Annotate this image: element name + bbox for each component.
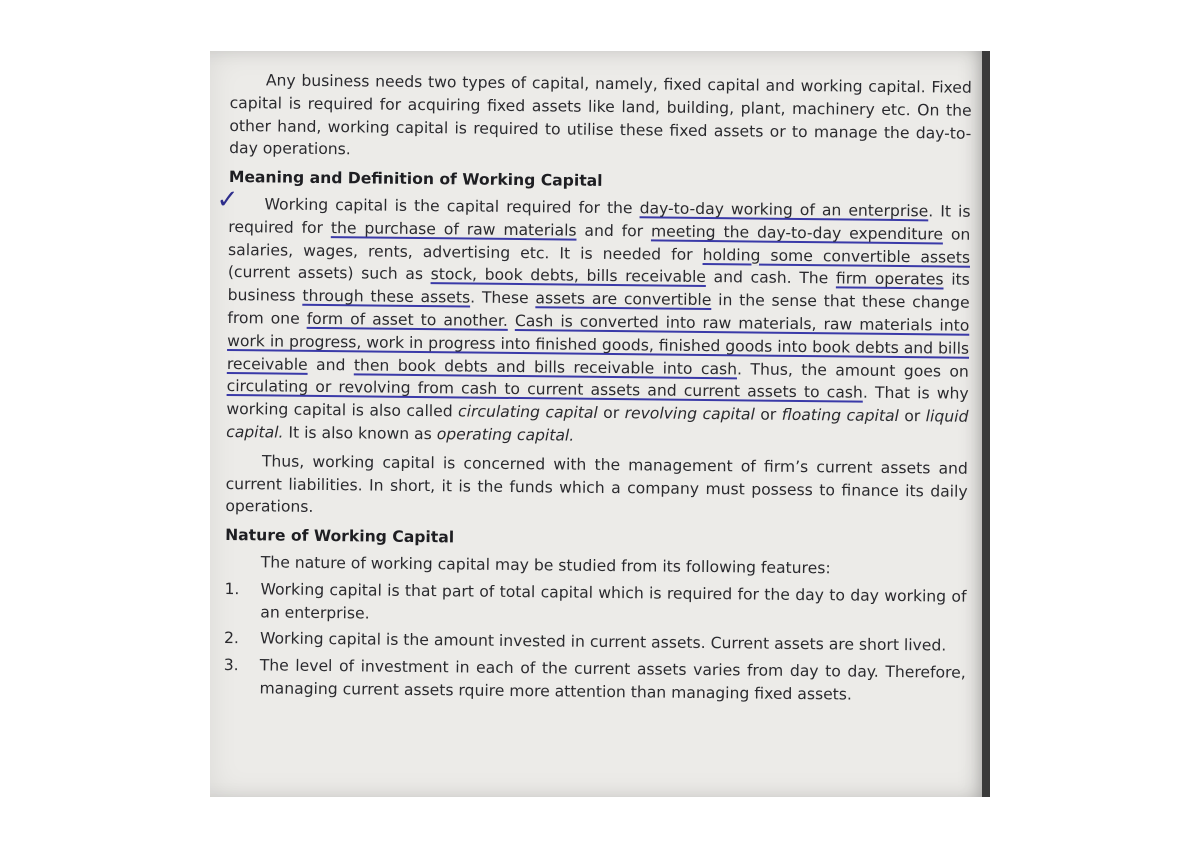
underlined-phrase: Cash is converted into raw materials, raw materials into work in progress, work in progress into finished goods, finished goods into book debts and bills receivable [226, 311, 970, 374]
underlined-phrase: circulating or revolving from cash to current assets and current assets to cash [226, 377, 863, 403]
underlined-phrase: holding some convertible assets [702, 245, 971, 267]
meaning-heading: Meaning and Definition of Working Capital [228, 168, 603, 191]
italic-term: liquid capital. [226, 407, 969, 442]
nature-heading: Nature of Working Capital [225, 526, 455, 547]
list-item [223, 654, 965, 707]
list-text: Working capital is that part of total capital which is required for the day to day working of an enterprise. [260, 580, 967, 623]
list-number: 3. [223, 656, 239, 675]
italic-term: revolving capital [624, 404, 755, 424]
underlined-phrase: the purchase of raw materials [330, 218, 577, 240]
scanned-page [210, 51, 990, 797]
features-list [223, 578, 966, 708]
underlined-phrase: firm operates [835, 269, 944, 289]
list-text: The level of investment in each of the current assets varies from day to day. Therefore, managing current assets rquire more attention than managing fixed assets. [259, 656, 966, 704]
list-number: 1. [224, 579, 240, 598]
scan-shadow-edge [982, 51, 990, 797]
underlined-phrase: meeting the day-to-day expenditure [650, 222, 944, 244]
underlined-phrase: form of asset to another. [306, 309, 508, 330]
handwritten-tick-mark: ✓ [216, 184, 239, 216]
underlined-phrase: through these assets [302, 286, 471, 307]
underlined-phrase: assets are convertible [535, 289, 712, 310]
italic-term: floating capital [781, 405, 899, 426]
list-item [224, 578, 966, 631]
page-content [216, 69, 972, 711]
italic-term: operating capital. [436, 425, 575, 445]
underlined-phrase: stock, book debts, bills receivable [430, 265, 707, 287]
meaning-paragraph: Working capital is the capital required for the day-to-day working of an enterprise. It is required for the purchase of raw materials and for meeting the day-to-day expenditure on salaries, wages, rents, advertising etc. It is needed for holding some convertible assets (current assets) such as stock, book debts, bills receivable and cash. The firm operates its business through these assets. These assets are convertible in the sense that these change from one form of asset to another. Cash is converted into raw materials, raw materials into work in progress, work in progress into finished goods, finished goods into book debts and bills receivable and then book debts and bills receivable into cash. Thus, the amount goes on circulating or revolving from cash to current assets and current assets to cash. That is why working capital is also called circulating capital or revolving capital or floating capital or liquid capital. It is also known as operating capital. [226, 195, 971, 445]
list-number: 2. [223, 629, 240, 648]
italic-term: circulating capital [458, 402, 598, 423]
underlined-phrase: day-to-day working of an enterprise [639, 199, 929, 221]
summary-paragraph: Thus, working capital is concerned with the management of firm’s current assets and current liabilities. In short, it is the funds which a company must possess to finance its daily operations. [225, 452, 968, 517]
underlined-phrase: then book debts and bills receivable into cash [353, 355, 738, 378]
meaning-block [216, 184, 971, 452]
list-item [224, 627, 966, 658]
nature-intro: The nature of working capital may be studied from its following features: [260, 553, 831, 578]
intro-paragraph: Any business needs two types of capital, namely, fixed capital and working capital. Fixed capital is required for acquiring fixed assets like land, building, plant, machinery etc. On the other hand, working capital is required to utilise these fixed assets or to manage the day-to-day operations. [229, 71, 972, 159]
list-text: Working capital is the amount invested in current assets. Current assets are short lived. [259, 629, 947, 655]
